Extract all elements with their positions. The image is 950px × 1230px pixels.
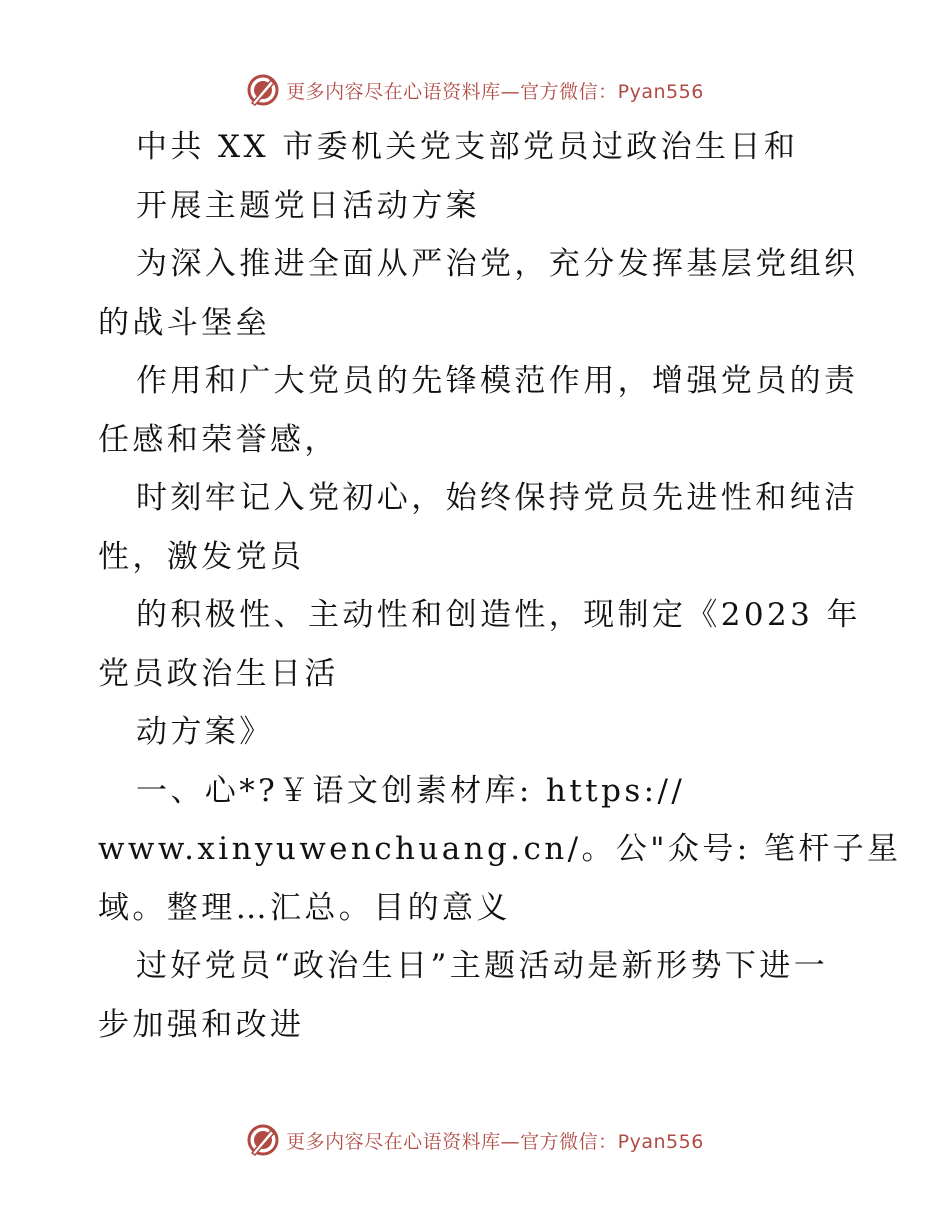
- text-line: 作用和广大党员的先锋模范作用，增强党员的责: [136, 363, 859, 399]
- text-line: 一、心*?￥语文创素材库: https://: [136, 772, 686, 809]
- text-line: 为深入推进全面从严治党，充分发挥基层党组织: [136, 246, 859, 282]
- text-line: 中共 XX 市委机关党支部党员过政治生日和: [136, 129, 799, 165]
- text-line: 开展主题党日活动方案: [136, 187, 480, 224]
- feather-pen-seal-icon: [246, 1123, 280, 1157]
- footer-watermark-banner: [0, 1120, 950, 1160]
- text-line: 动方案》: [136, 714, 274, 750]
- text-line: 步加强和改进: [98, 1006, 305, 1043]
- header-watermark-banner: [0, 70, 950, 110]
- document-body: [98, 118, 902, 1054]
- text-line: 性，激发党员: [98, 538, 305, 575]
- watermark-text: 更多内容尽在心语资料库—官方微信：Pyan556: [286, 1130, 704, 1153]
- text-line: 的战斗堡垒: [98, 304, 270, 341]
- text-line: 过好党员“政治生日”主题活动是新形势下进一: [136, 948, 829, 984]
- text-line: www.xinyuwenchuang.cn/。公"众号: 笔杆子星: [98, 831, 902, 867]
- text-line: 时刻牢记入党初心，始终保持党员先进性和纯洁: [136, 480, 859, 516]
- text-line: 域。整理…汇总。目的意义: [98, 889, 511, 926]
- text-line: 的积极性、主动性和创造性，现制定《2023 年: [136, 597, 861, 633]
- watermark-text: 更多内容尽在心语资料库—官方微信：Pyan556: [286, 80, 704, 103]
- feather-pen-seal-icon: [246, 73, 280, 107]
- text-line: 党员政治生日活: [98, 655, 339, 692]
- text-line: 任感和荣誉感，: [98, 421, 339, 458]
